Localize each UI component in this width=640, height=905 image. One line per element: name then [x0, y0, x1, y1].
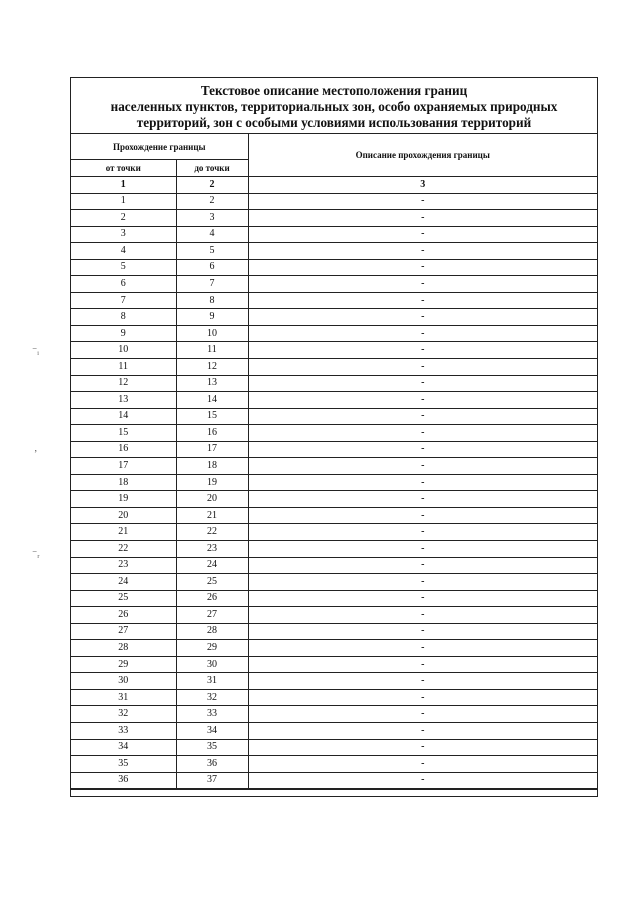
table-row	[71, 540, 597, 557]
table-row	[71, 408, 597, 425]
table-row	[71, 623, 597, 640]
table-row	[71, 358, 597, 375]
to-point-cell: 13	[176, 375, 248, 392]
table-row	[71, 557, 597, 574]
table-row	[71, 491, 597, 508]
to-point-cell: 33	[176, 706, 248, 723]
from-point-cell: 20	[71, 507, 176, 524]
description-cell: -	[248, 474, 597, 491]
table-row	[71, 673, 597, 690]
table-row	[71, 226, 597, 243]
table-row	[71, 607, 597, 624]
from-point-cell: 21	[71, 524, 176, 541]
header-to-point: до точки	[176, 160, 248, 177]
from-point-cell: 27	[71, 623, 176, 640]
table-body	[71, 193, 597, 789]
description-cell: -	[248, 325, 597, 342]
title-line: населенных пунктов, территориальных зон, особо охраняемых природных	[110, 99, 558, 114]
table-row	[71, 772, 597, 789]
from-point-cell: 24	[71, 574, 176, 591]
from-point-cell: 23	[71, 557, 176, 574]
table-row	[71, 425, 597, 442]
table-row	[71, 259, 597, 276]
table-row	[71, 309, 597, 326]
scan-mark: ʼ	[34, 449, 38, 460]
from-point-cell: 16	[71, 441, 176, 458]
description-cell: -	[248, 408, 597, 425]
to-point-cell: 10	[176, 325, 248, 342]
table-row	[71, 375, 597, 392]
to-point-cell: 26	[176, 590, 248, 607]
table-row	[71, 756, 597, 773]
from-point-cell: 26	[71, 607, 176, 624]
table-row	[71, 590, 597, 607]
to-point-cell: 28	[176, 623, 248, 640]
to-point-cell: 4	[176, 226, 248, 243]
description-cell: -	[248, 342, 597, 359]
description-cell: -	[248, 557, 597, 574]
to-point-cell: 11	[176, 342, 248, 359]
to-point-cell: 21	[176, 507, 248, 524]
to-point-cell: 17	[176, 441, 248, 458]
description-cell: -	[248, 259, 597, 276]
from-point-cell: 13	[71, 392, 176, 409]
column-number: 1	[71, 177, 176, 194]
description-cell: -	[248, 723, 597, 740]
to-point-cell: 16	[176, 425, 248, 442]
to-point-cell: 23	[176, 540, 248, 557]
column-number: 2	[176, 177, 248, 194]
to-point-cell: 19	[176, 474, 248, 491]
description-cell: -	[248, 673, 597, 690]
to-point-cell: 35	[176, 739, 248, 756]
description-cell: -	[248, 425, 597, 442]
from-point-cell: 11	[71, 358, 176, 375]
document-title	[71, 78, 597, 134]
table-row	[71, 441, 597, 458]
to-point-cell: 22	[176, 524, 248, 541]
table-row	[71, 524, 597, 541]
to-point-cell: 18	[176, 458, 248, 475]
to-point-cell: 31	[176, 673, 248, 690]
from-point-cell: 6	[71, 276, 176, 293]
description-cell: -	[248, 574, 597, 591]
description-cell: -	[248, 524, 597, 541]
table-row	[71, 193, 597, 210]
description-cell: -	[248, 243, 597, 260]
table-tail	[71, 789, 597, 796]
description-cell: -	[248, 276, 597, 293]
from-point-cell: 22	[71, 540, 176, 557]
to-point-cell: 32	[176, 689, 248, 706]
table-row	[71, 210, 597, 227]
table-row	[71, 292, 597, 309]
from-point-cell: 19	[71, 491, 176, 508]
from-point-cell: 2	[71, 210, 176, 227]
description-cell: -	[248, 226, 597, 243]
to-point-cell: 36	[176, 756, 248, 773]
table-row	[71, 739, 597, 756]
table-row	[71, 507, 597, 524]
description-cell: -	[248, 309, 597, 326]
description-cell: -	[248, 441, 597, 458]
description-cell: -	[248, 607, 597, 624]
description-cell: -	[248, 193, 597, 210]
from-point-cell: 17	[71, 458, 176, 475]
to-point-cell: 15	[176, 408, 248, 425]
from-point-cell: 3	[71, 226, 176, 243]
description-cell: -	[248, 292, 597, 309]
from-point-cell: 5	[71, 259, 176, 276]
to-point-cell: 5	[176, 243, 248, 260]
from-point-cell: 1	[71, 193, 176, 210]
to-point-cell: 27	[176, 607, 248, 624]
from-point-cell: 34	[71, 739, 176, 756]
from-point-cell: 4	[71, 243, 176, 260]
from-point-cell: 12	[71, 375, 176, 392]
from-point-cell: 8	[71, 309, 176, 326]
description-cell: -	[248, 706, 597, 723]
to-point-cell: 14	[176, 392, 248, 409]
boundary-description-document	[70, 77, 598, 797]
to-point-cell: 12	[176, 358, 248, 375]
to-point-cell: 37	[176, 772, 248, 789]
to-point-cell: 25	[176, 574, 248, 591]
boundary-table	[71, 134, 597, 789]
to-point-cell: 3	[176, 210, 248, 227]
to-point-cell: 6	[176, 259, 248, 276]
to-point-cell: 8	[176, 292, 248, 309]
description-cell: -	[248, 358, 597, 375]
header-boundary-passage: Прохождение границы	[71, 134, 248, 160]
header-from-point: от точки	[71, 160, 176, 177]
description-cell: -	[248, 392, 597, 409]
description-cell: -	[248, 375, 597, 392]
table-row	[71, 574, 597, 591]
table-row	[71, 640, 597, 657]
table-row	[71, 392, 597, 409]
table-row	[71, 342, 597, 359]
to-point-cell: 7	[176, 276, 248, 293]
to-point-cell: 34	[176, 723, 248, 740]
description-cell: -	[248, 210, 597, 227]
from-point-cell: 14	[71, 408, 176, 425]
to-point-cell: 24	[176, 557, 248, 574]
to-point-cell: 29	[176, 640, 248, 657]
to-point-cell: 30	[176, 656, 248, 673]
title-line: Текстовое описание местоположения границ	[200, 83, 468, 98]
from-point-cell: 31	[71, 689, 176, 706]
table-row	[71, 325, 597, 342]
description-cell: -	[248, 623, 597, 640]
from-point-cell: 33	[71, 723, 176, 740]
scan-mark: ⁻ᵢ	[32, 346, 39, 357]
from-point-cell: 9	[71, 325, 176, 342]
table-row	[71, 474, 597, 491]
description-cell: -	[248, 590, 597, 607]
table-row	[71, 689, 597, 706]
description-cell: -	[248, 689, 597, 706]
scan-mark: ⁻ᵣ	[32, 549, 40, 560]
description-cell: -	[248, 739, 597, 756]
description-cell: -	[248, 756, 597, 773]
column-number: 3	[248, 177, 597, 194]
from-point-cell: 32	[71, 706, 176, 723]
table-row	[71, 723, 597, 740]
description-cell: -	[248, 507, 597, 524]
table-row	[71, 458, 597, 475]
title-line: территорий, зон с особыми условиями использования территорий	[136, 115, 532, 130]
description-cell: -	[248, 458, 597, 475]
table-row	[71, 243, 597, 260]
from-point-cell: 7	[71, 292, 176, 309]
from-point-cell: 15	[71, 425, 176, 442]
table-row	[71, 656, 597, 673]
to-point-cell: 20	[176, 491, 248, 508]
from-point-cell: 28	[71, 640, 176, 657]
description-cell: -	[248, 772, 597, 789]
description-cell: -	[248, 540, 597, 557]
description-cell: -	[248, 640, 597, 657]
to-point-cell: 9	[176, 309, 248, 326]
from-point-cell: 25	[71, 590, 176, 607]
from-point-cell: 29	[71, 656, 176, 673]
from-point-cell: 18	[71, 474, 176, 491]
from-point-cell: 36	[71, 772, 176, 789]
table-row	[71, 706, 597, 723]
to-point-cell: 2	[176, 193, 248, 210]
from-point-cell: 30	[71, 673, 176, 690]
description-cell: -	[248, 491, 597, 508]
from-point-cell: 35	[71, 756, 176, 773]
description-cell: -	[248, 656, 597, 673]
header-description: Описание прохождения границы	[248, 134, 597, 177]
table-row	[71, 276, 597, 293]
from-point-cell: 10	[71, 342, 176, 359]
